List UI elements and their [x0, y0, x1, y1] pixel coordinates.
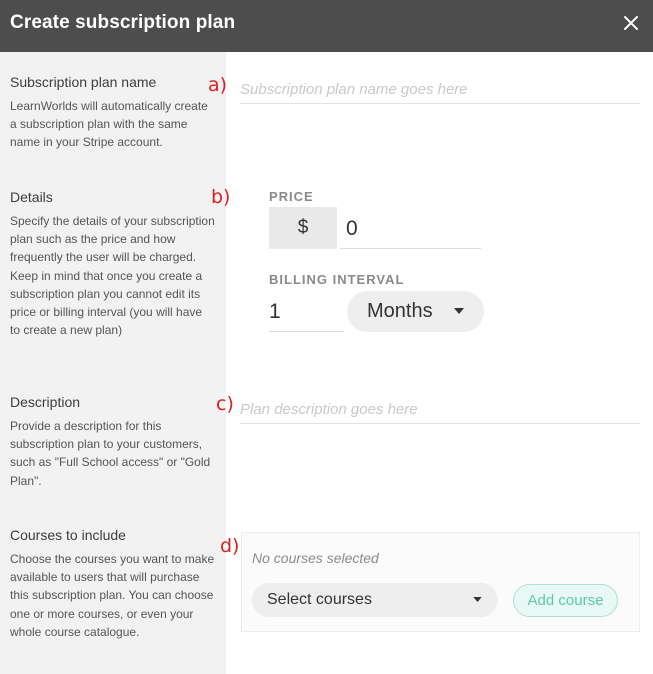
details-heading: Details	[10, 189, 53, 205]
select-courses-dropdown[interactable]	[252, 583, 498, 617]
interval-unit-dropdown[interactable]	[347, 291, 484, 332]
courses-heading: Courses to include	[10, 527, 126, 543]
plan-name-heading: Subscription plan name	[10, 74, 157, 90]
add-course-button[interactable]: Add course	[513, 584, 618, 617]
marker-c: c)	[216, 393, 234, 415]
price-input[interactable]	[340, 210, 481, 249]
caret-down-icon	[454, 308, 464, 314]
plan-name-help: LearnWorlds will automatically create a subscription plan with the same name in your Stripe account.	[10, 99, 208, 150]
marker-d: d)	[220, 535, 240, 557]
dialog-header	[0, 0, 653, 52]
description-help: Provide a description for this subscription plan to your customers, such as "Full School access" or "Gold Plan".	[10, 419, 211, 488]
price-label: PRICE	[269, 189, 314, 204]
courses-help: Choose the courses you want to make available to users that will purchase this subscription plan. You can choose one or more courses, or even your whole course catalogue.	[10, 552, 215, 639]
description-heading: Description	[10, 394, 81, 410]
plan-name-input[interactable]	[240, 76, 640, 104]
select-courses-label: Select courses	[267, 591, 372, 608]
interval-unit-value: Months	[367, 300, 433, 322]
details-help: Specify the details of your subscription plan such as the price and how frequently the user will be charged. Keep in mind that once you create a subscription plan you cannot edit its price or billing interval (you will have to create a new plan)	[10, 214, 215, 338]
marker-b: b)	[211, 186, 231, 208]
plan-description-input[interactable]	[240, 396, 640, 424]
billing-interval-label: BILLING INTERVAL	[269, 272, 405, 287]
close-icon[interactable]	[620, 12, 642, 34]
no-courses-text: No courses selected	[252, 550, 379, 566]
dialog-title: Create subscription plan	[10, 12, 236, 33]
marker-a: a)	[208, 74, 228, 96]
interval-count-input[interactable]	[269, 293, 344, 332]
caret-down-icon	[473, 597, 482, 602]
currency-symbol: $	[269, 207, 337, 249]
courses-panel	[241, 532, 640, 632]
